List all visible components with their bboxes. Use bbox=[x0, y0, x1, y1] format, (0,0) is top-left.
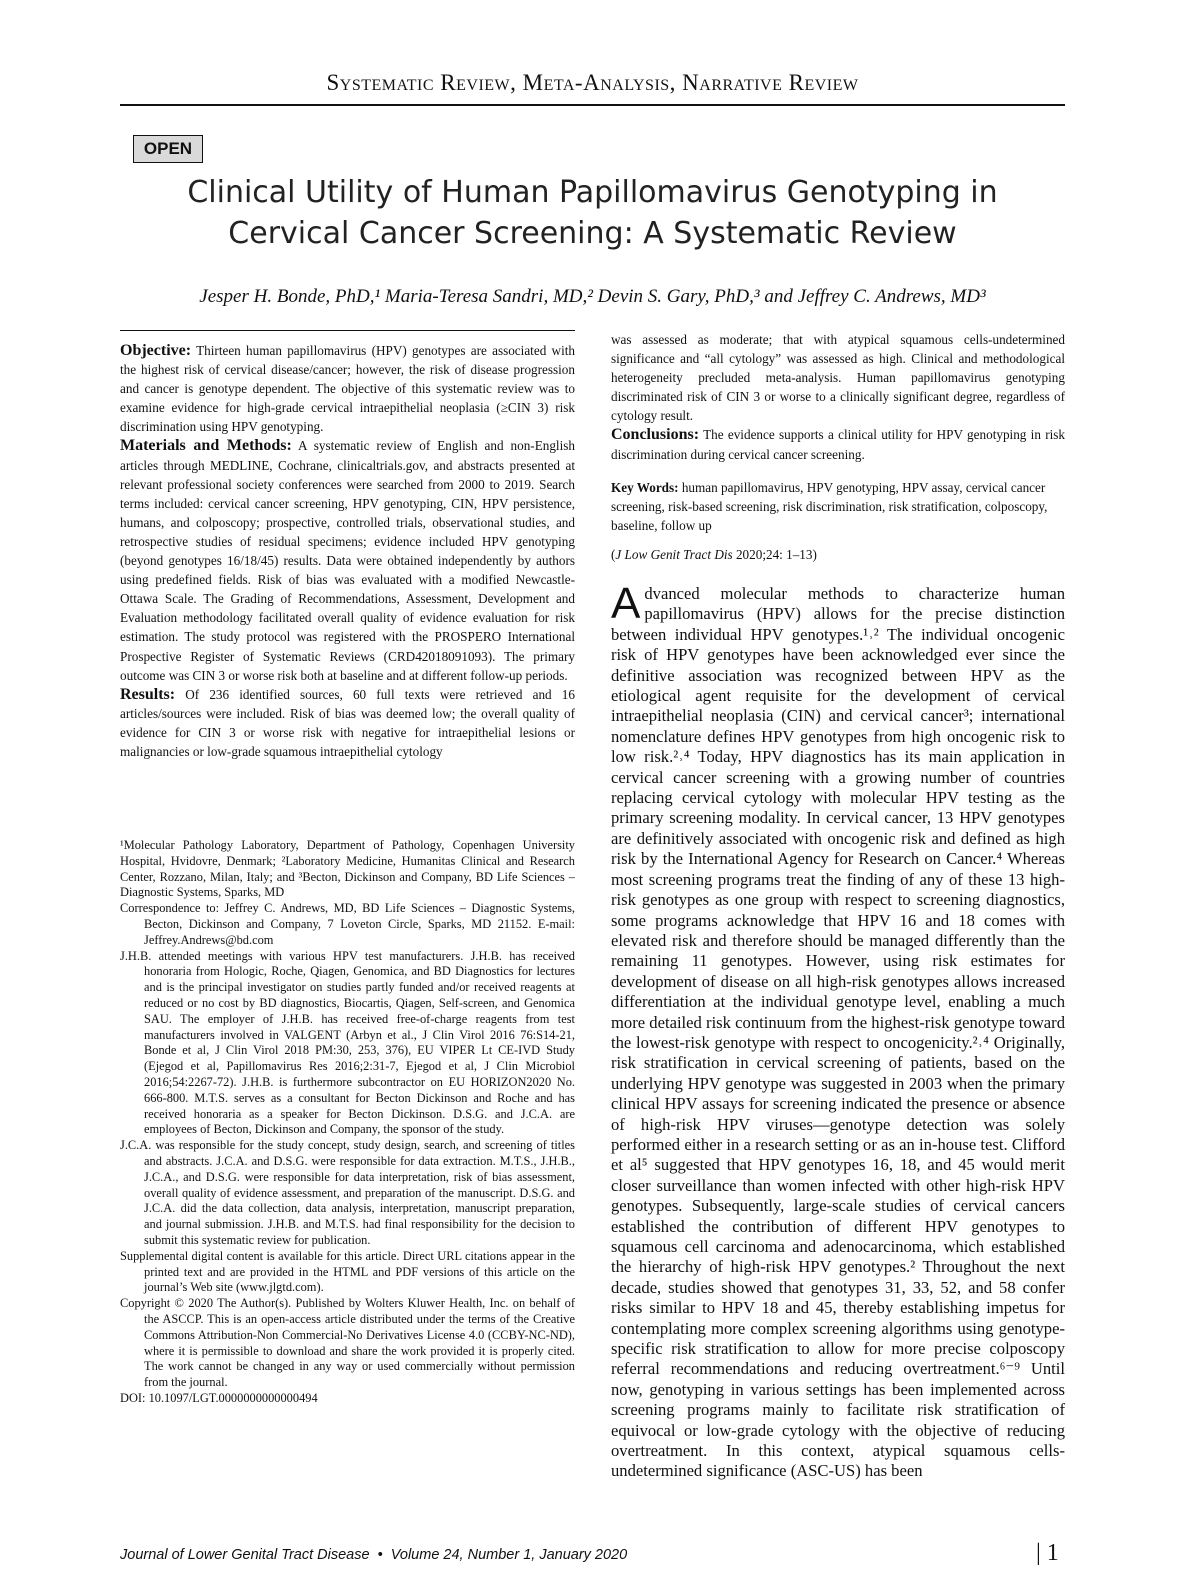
disclosure-note: J.H.B. attended meetings with various HPV test manufacturers. J.H.B. has received honoraria from Hologic, Roche, Qiagen, Genomica, and BD Diagnostics for lectures and is the principal investigator on studies partly funded and/or received reagents at reduced or no cost by BD diagnostics, Biocartis, Qiagen, Self-screen, and Genomica SAU. The employer of J.H.B. has received free-of-charge reagents from test manufacturers involved in VALGENT (Arbyn et al., J Clin Virol 2016 76:S14-21, Bonde et al, J Clin Virol 2018 PM:30, 253, 376), EU VIPER Lt CE-IVD Study (Ejegod et al, Papillomavirus Res 2016;2:31-7, Ejegod et al, J Clin Microbiol 2016;54:2267-72). J.H.B. is furthermore subcontractor on EU HORIZON2020 No. 666-800. M.T.S. serves as a consultant for Becton Dickinson and Roche and has received honoraria as a speaker for Becton Dickinson. D.S.G. and J.C.A. are employees of Becton, Dickinson and Company, the sponsor of the study. bbox=[120, 948, 575, 1137]
drop-cap: A bbox=[611, 579, 641, 628]
objective-label: Objective: bbox=[120, 342, 192, 359]
section-label: Systematic Review, Meta-Analysis, Narrative Review bbox=[326, 70, 859, 95]
methods-label: Materials and Methods: bbox=[120, 437, 292, 455]
keywords-block bbox=[611, 478, 1065, 535]
supplemental-note: Supplemental digital content is available for this article. Direct URL citations appear in the printed text and are provided in the HTML and PDF versions of this article on the journal’s Web site (www.jlgtd.com). bbox=[120, 1248, 575, 1295]
open-access-label: OPEN bbox=[143, 139, 193, 158]
title-line-2: Cervical Cancer Screening: A Systematic Review bbox=[228, 216, 957, 251]
correspondence-note: Correspondence to: Jeffrey C. Andrews, MD, BD Life Sciences – Diagnostic Systems, Becton, Dickinson and Company, 7 Loveton Circle, Sparks, MD 21152. E-mail: Jeffrey.Andrews@bd.com bbox=[120, 901, 575, 947]
citation-details: 2020;24: 1–13 bbox=[735, 547, 813, 562]
results-label: Results: bbox=[120, 685, 176, 703]
author-list: Jesper H. Bonde, PhD,¹ Maria-Teresa Sandri, MD,² Devin S. Gary, PhD,³ and Jeffrey C. Andrews, MD³ bbox=[199, 286, 986, 307]
abstract-right-column bbox=[611, 330, 1065, 464]
conclusions-label: Conclusions: bbox=[611, 426, 700, 444]
body-text bbox=[611, 579, 1065, 1482]
doi-note: DOI: 10.1097/LGT.0000000000000494 bbox=[120, 1390, 318, 1405]
article-title bbox=[120, 172, 1065, 254]
abstract-left-column bbox=[120, 341, 575, 761]
conclusions-text: The evidence supports a clinical utility for HPV genotyping in risk discrimination during cervical cancer screening. bbox=[611, 427, 1065, 462]
section-header bbox=[120, 70, 1065, 96]
citation-journal: J Low Genit Tract Dis bbox=[615, 547, 733, 562]
methods-text: A systematic review of English and non-English articles through MEDLINE, Cochrane, clinicaltrials.gov, and abstracts presented at relevant professional society conferences were searched from 2000 to 2019. Search terms included: cervical cancer screening, HPV genotyping, CIN, HPV persistence, humans, and colposcopy; prospective, controlled trials, observational studies, and retrospective studies of residual specimens; evidence included HPV genotyping (beyond genotypes 16/18/45) results. Data were obtained independently by authors using predefined fields. Risk of bias was evaluated with a modified Newcastle-Ottawa Scale. The Grading of Recommendations, Assessment, Development and Evaluation methodology facilitated overall quality of evidence evaluation for risk estimation. The study protocol was registered with the PROSPERO International Prospective Register of Systematic Reviews (CRD42018091093). The primary outcome was CIN 3 or worse risk both at baseline and at different follow-up periods. bbox=[120, 438, 575, 683]
footer-journal-info: Journal of Lower Genital Tract Disease • Volume 24, Number 1, January 2020 bbox=[120, 1547, 628, 1563]
results-continued: was assessed as moderate; that with atypical squamous cells-undetermined significance and “all cytology” was assessed as high. Clinical and methodological heterogeneity precluded meta-analysis. Human papillomavirus genotyping discriminated risk of CIN 3 or worse to a clinically significant degree, regardless of cytology result. bbox=[611, 332, 1065, 424]
contributions-note: J.C.A. was responsible for the study concept, study design, search, and screening of titles and abstracts. J.C.A. and D.S.G. were responsible for data extraction. M.T.S., J.H.B., J.C.A., and D.S.G. were responsible for data interpretation, risk of bias assessment, overall quality of evidence assessment, and preparation of the manuscript. D.S.G. and J.C.A. did the data collection, data analysis, interpretation, manuscript preparation, and journal submission. J.H.B. and M.T.S. had final responsibility for the decision to submit this systematic review for publication. bbox=[120, 1138, 575, 1247]
title-line-1: Clinical Utility of Human Papillomavirus Genotyping in bbox=[187, 175, 998, 210]
header-divider bbox=[120, 104, 1065, 106]
results-text: Of 236 identified sources, 60 full texts were retrieved and 16 articles/sources were included. Risk of bias was deemed low; the overall quality of evidence for CIN 3 or worse risk with negative for intraepithelial lesions or malignancies or low-grade squamous intraepithelial cytology bbox=[120, 686, 575, 759]
citation-line: (J Low Genit Tract Dis 2020;24: 1–13) bbox=[611, 547, 817, 562]
keywords-text: human papillomavirus, HPV genotyping, HPV assay, cervical cancer screening, risk-based screening, risk discrimination, risk stratification, colposcopy, baseline, follow up bbox=[611, 480, 1048, 533]
keywords-label: Key Words: bbox=[611, 480, 679, 495]
intro-paragraph: dvanced molecular methods to characterize human papillomavirus (HPV) allows for the precise distinction between individual HPV genotypes.¹˒² The individual oncogenic risk of HPV genotypes have been acknowledged ever since the definitive association was recognized between HPV as the etiological agent requisite for the development of cervical intraepithelial neoplasia (CIN) and cervical cancer³; international nomenclature defines HPV genotypes from high oncogenic risk to low risk.²˒⁴ Today, HPV diagnostics has its main application in cervical cancer screening with a growing number of countries replacing cervical cytology with molecular HPV testing as the primary screening modality. In cervical cancer, 13 HPV genotypes are definitively associated with oncogenic risk and defined as high risk by the International Agency for Research on Cancer.⁴ Whereas most screening programs treat the finding of any of these 13 high-risk genotypes as one group with respect to screening diagnostics, some programs acknowledge that HPV 16 and 18 comes with elevated risk and therefore should be managed differently than the remaining 11 genotypes. However, using risk estimates for development of disease on all high-risk genotypes allows increased differentiation at the individual genotype level, enabling a much more detailed risk continuum from the highest-risk genotype toward the lowest-risk genotype with respect to oncogenicity.²˒⁴ Originally, risk stratification in cervical screening of patients, based on the underlying HPV genotype was suggested in 2003 when the primary clinical HPV assays for screening indicated the presence or absence of high-risk HPV viruses—genotype detection was solely performed either in a research setting or as an in-house test. Clifford et al⁵ suggested that HPV genotypes 16, 18, and 45 would merit closer surveillance than women infected with other high-risk HPV genotypes. Subsequently, large-scale studies of cervical cancers established the contribution of different HPV genotypes to squamous cell carcinoma and adenocarcinoma, which established the hierarchy of high-risk HPV genotypes.² Throughout the next decade, studies showed that genotypes 31, 33, 52, and 58 confer risks similar to HPV 18 and 45, thereby establishing impetus for contemplating more complex screening algorithms using genotype-specific risk stratification to allow for more precise colposcopy referral recommendations and reducing overtreatment.⁶⁻⁹ Until now, genotyping in various settings has been implemented across screening programs mainly to facilitate risk stratification of equivocal or low-grade cytology with the objective of reducing overtreatment. In this context, atypical squamous cells-undetermined significance (ASC-US) has been bbox=[611, 584, 1065, 1481]
open-access-badge bbox=[133, 135, 203, 163]
affiliations-footnotes bbox=[120, 838, 575, 1407]
page-number: | 1 bbox=[1036, 1540, 1059, 1566]
objective-text: Thirteen human papillomavirus (HPV) genotypes are associated with the highest risk of cervical disease/cancer; however, the risk of disease progression and cancer is genotype dependent. The objective of this systematic review was to examine evidence for high-grade cervical intraepithelial neoplasia (≥CIN 3) risk discrimination using HPV genotyping. bbox=[120, 343, 575, 435]
abstract-divider bbox=[120, 330, 575, 331]
affiliation-note: ¹Molecular Pathology Laboratory, Department of Pathology, Copenhagen University Hospital, Hvidovre, Denmark; ²Laboratory Medicine, Humanitas Clinical and Research Center, Rozzano, Milan, Italy; and ³Becton, Dickinson and Company, BD Life Sciences – Diagnostic Systems, Sparks, MD bbox=[120, 838, 575, 900]
copyright-note: Copyright © 2020 The Author(s). Published by Wolters Kluwer Health, Inc. on behalf of the ASCCP. This is an open-access article distributed under the terms of the Creative Commons Attribution-Non Commercial-No Derivatives License 4.0 (CCBY-NC-ND), where it is permissible to download and share the work provided it is properly cited. The work cannot be changed in any way or used commercially without permission from the journal. bbox=[120, 1296, 575, 1390]
